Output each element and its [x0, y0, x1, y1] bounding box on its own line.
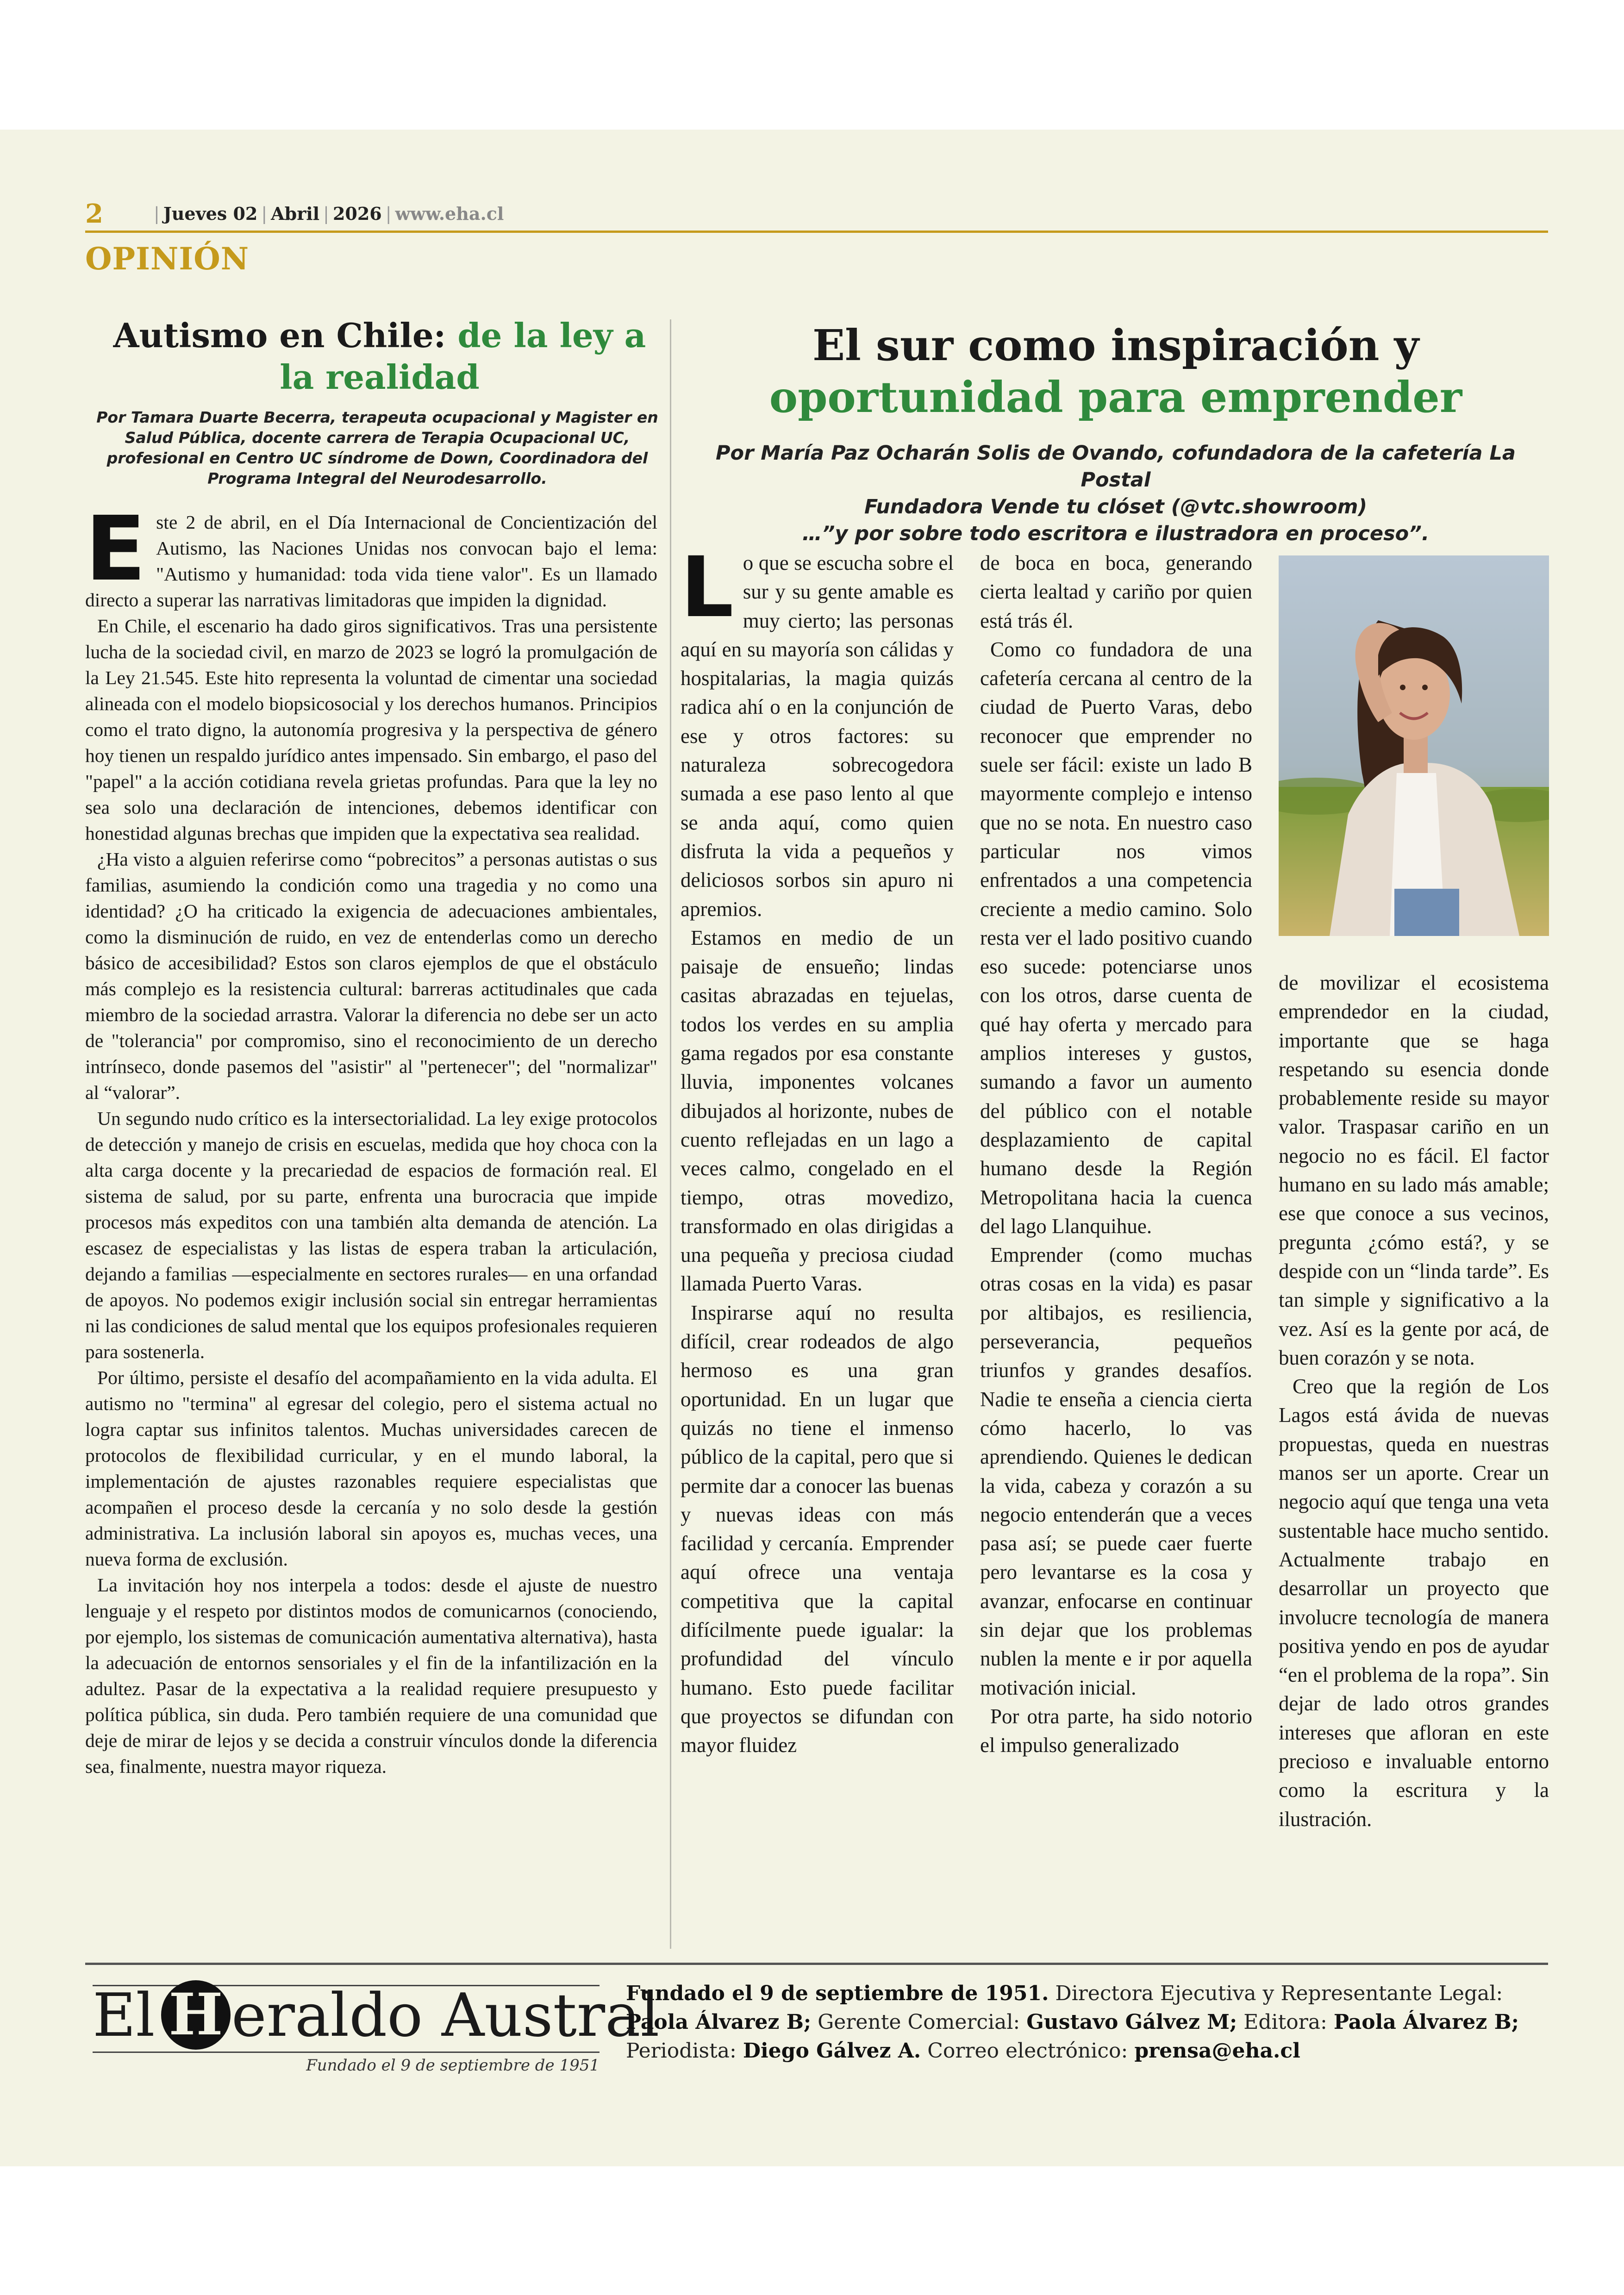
- paragraph: Por último, persiste el desafío del acompañamiento en la vida adulta. El autismo no "termina" al egresar del colegio, pero el sistema actual no logra captar sus infinitos talentos. Muchas universidades carecen de protocolos de flexibilidad curricular, y en el mundo laboral, la implementación de ajustes razonables requiere especialistas que acompañen el proceso desde la cercanía y no solo desde la gestión administrativa. La inclusión laboral sin apoyos es, muchas veces, una nueva forma de exclusión.: [85, 1367, 657, 1570]
- column-divider: [670, 319, 671, 1949]
- paragraph: Creo que la región de Los Lagos está ávida de nuevas propuestas, queda en nuestras manos ser un aporte. Crear un negocio aquí que tenga una veta sustentable hace mucho sentido. Actualmente trabajo en desarrollar un proyecto que involucre tecnología de manera positiva yendo en pos de ayudar “en el problema de la ropa”. Sin dejar de lado otros grandes intereses que afloran en este precioso e invaluable entorno como la escritura y la ilustración.: [1279, 1375, 1549, 1831]
- article-right-column-1: [681, 539, 954, 1759]
- article-right-title-green: oportunidad para emprender: [769, 372, 1462, 422]
- director-name: Paola Álvarez B;: [626, 2010, 812, 2034]
- article-left-title: [111, 315, 648, 398]
- paragraph: Lo que se escucha sobre el sur y su gente amable es muy cierto; las personas aquí en su mayoría son cálidas y hospitalarias, la magia quizás radica ahí o en la conjunción de ese y otros factores: su naturaleza sobrecogedora sumada a ese paso lento al que se anda aquí, como quien disfruta la vida a pequeños y deliciosos sorbos sin apuro ni apremios.: [681, 539, 954, 921]
- logo-word-el: El: [93, 1981, 155, 2050]
- director-label: Directora Ejecutiva y Representante Legal:: [1049, 1982, 1503, 2005]
- article-left-title-green: de la ley a la realidad: [280, 316, 646, 397]
- article-right-column-2: [980, 549, 1252, 1759]
- article-right-title-black: El sur como inspiración y: [812, 320, 1419, 370]
- logo-tagline: Fundado el 9 de septiembre de 1951: [306, 2056, 600, 2075]
- footer-rule: [85, 1963, 1548, 1965]
- manager-label: Gerente Comercial:: [811, 2010, 1027, 2034]
- drop-cap: L: [681, 539, 734, 636]
- paragraph: Emprender (como muchas otras cosas en la vida) es pasar por altibajos, es resiliencia, perseverancia, pequeños triunfos y grandes desafíos. Nadie te enseña a ciencia cierta cómo hacerlo, lo vas aprendiendo. Quienes le dedican la vida, cabeza y corazón a su negocio entenderán que a veces pasa así; se puede caer fuerte pero levantarse es la cosa y avanzar, enfocarse en continuar sin dejar que los problemas nublen la mente e ir por aquella motivación inicial.: [980, 1243, 1252, 1699]
- paragraph: de movilizar el ecosistema emprendedor en la ciudad, importante que se haga respetando su esencia donde probablemente reside su mayor valor. Traspasar cariño en un negocio no es fácil. El factor humano en su lado más amable; ese que conoce a sus vecinos, pregunta ¿cómo está?, y se despide con un “linda tarde”. Es tan simple y significativo a la vez. Así es la gente por acá, de buen corazón y se nota.: [1279, 971, 1549, 1369]
- dateline: | Jueves 02 | Abril | 2026 | www.eha.cl: [154, 203, 504, 224]
- date-day: Jueves 02: [163, 203, 258, 224]
- header-rule: [85, 231, 1548, 233]
- paragraph: En Chile, el escenario ha dado giros significativos. Tras una persistente lucha de la sociedad civil, en marzo de 2023 se logró la promulgación de la Ley 21.545. Este hito representa la voluntad de cimentar una sociedad alineada con el modelo biopsicosocial y los derechos humanos. Principios como el trato digno, la autonomía progresiva y la perspectiva de género hoy tienen un respaldo jurídico antes impensado. Sin embargo, el paso del "papel" a la acción cotidiana revela grietas profundas. Para que la ley no sea solo una declaración de intenciones, debemos identificar con honestidad algunas brechas que impiden que la expectativa sea realidad.: [85, 615, 657, 844]
- email-link[interactable]: prensa@eha.cl: [1134, 2039, 1300, 2063]
- date-month: Abril: [271, 203, 320, 224]
- article-left-byline: Por Tamara Duarte Becerra, terapeuta ocupacional y Magister en Salud Pública, docente carrera de Terapia Ocupacional UC, profesional en Centro UC síndrome de Down, Coordinadora del Programa Integral del Neurodesarrollo.: [96, 408, 658, 487]
- article-left-title-black: Autismo en Chile:: [113, 316, 458, 355]
- paragraph: Este 2 de abril, en el Día Internacional de Concientización del Autismo, las Naciones Unidas nos convocan bajo el lema: "Autismo y humanidad: toda vida tiene valor". Es un llamado directo a superar las narrativas limitadoras que impiden la dignidad.: [85, 498, 657, 611]
- author-photo-illustration: [1279, 555, 1549, 936]
- manager-name: Gustavo Gálvez M;: [1026, 2010, 1237, 2034]
- date-year: 2026: [332, 203, 382, 224]
- founded-date: Fundado el 9 de septiembre de 1951.: [626, 1982, 1049, 2005]
- editor-label: Editora:: [1237, 2010, 1334, 2034]
- editor-name: Paola Álvarez B;: [1333, 2010, 1519, 2034]
- paragraph: ¿Ha visto a alguien referirse como “pobrecitos” a personas autistas o sus familias, asumiendo la condición como una tragedia y no como una identidad? ¿O ha criticado la exigencia de adecuaciones ambientales, como la disminución de ruido, en vez de entenderlas como un derecho básico de accesibilidad? Estos son claros ejemplos de que el obstáculo más complejo es la resistencia cultural: barreras actitudinales que cada miembro de la sociedad arrastra. Valorar la diferencia no debe ser un acto de "tolerancia" por compromiso, sino el reconocimiento de un derecho intrínseco, donde pasemos del "asistir" al "pertenecer"; del "normalizar" al “valorar”.: [85, 848, 657, 1103]
- logo-bottom-line: [93, 2052, 600, 2053]
- byline-line: …”y por sobre todo escritora e ilustradora en proceso”.: [802, 522, 1430, 545]
- page-header: [85, 199, 1548, 229]
- logo-h-letter: H: [169, 1981, 223, 2048]
- website-link[interactable]: www.eha.cl: [395, 203, 504, 224]
- paragraph: Estamos en medio de un paisaje de ensueño; lindas casitas abrazadas en tejuelas, todos los verdes en su amplia gama regados por esa constante lluvia, imponentes volcanes dibujados al horizonte, nubes de cuento reflejadas en un lago a veces calmo, congelado en el tiempo, otras movedizo, transformado en olas dirigidas a una pequeña y preciosa ciudad llamada Puerto Varas.: [681, 926, 954, 1296]
- article-right-byline: [681, 440, 1551, 547]
- journalist-name: Diego Gálvez A.: [743, 2039, 921, 2063]
- paragraph: Como co fundadora de una cafetería cercana al centro de la ciudad de Puerto Varas, debo reconocer que emprender no suele ser fácil: existe un lado B mayormente complejo e intenso que no se nota. En nuestro caso particular nos vimos enfrentados a una competencia creciente a medio camino. Solo resta ver el lado positivo cuando eso sucede: potenciarse unos con los otros, darse cuenta de qué hay oferta y mercado para amplios intereses y gustos, sumando a favor un aumento del público con el notable desplazamiento de capital humano desde la Región Metropolitana hacia la cuenca del lago Llanquihue.: [980, 637, 1252, 1238]
- article-right-column-3: [1279, 968, 1549, 1834]
- paragraph: Inspirarse aquí no resulta difícil, crear rodeados de algo hermoso es una gran oportunidad. En un lugar que quizás no tiene el inmenso público de la capital, pero que si permite dar a conocer las buenas y nuevas ideas con más facilidad y cercanía. Emprender aquí ofrece una ventaja competitiva que la capital difícilmente puede igualar: la profundidad del vínculo humano. Esto puede facilitar que proyectos se difundan con mayor fluidez: [681, 1301, 954, 1757]
- byline-line: Por María Paz Ocharán Solis de Ovando, cofundadora de la cafetería La Postal: [716, 442, 1516, 492]
- paragraph: de boca en boca, generando cierta lealtad y cariño por quien está trás él.: [980, 551, 1252, 632]
- drop-cap: E: [85, 498, 146, 601]
- paragraph: Un segundo nudo crítico es la intersectorialidad. La ley exige protocolos de detección y manejo de crisis en escuelas, medida que hoy choca con la alta carga docente y la precariedad de espacios de formación real. El sistema de salud, por su parte, enfrenta una burocracia que impide procesos más expeditos con una también alta demanda de atención. La escasez de especialistas y las listas de espera traban la articulación, dejando a familias —especialmente en sectores rurales— en una orfandad de apoyos. No podemos exigir inclusión social sin entregar herramientas ni las condiciones de salud mental que los equipos profesionales requieren para sostenerla.: [85, 1108, 657, 1362]
- masthead-credits: [626, 1979, 1547, 2065]
- email-label: Correo electrónico:: [921, 2039, 1135, 2063]
- newspaper-page: [0, 130, 1624, 2166]
- journalist-label: Periodista:: [626, 2039, 743, 2063]
- newspaper-logo: [93, 1972, 660, 2078]
- paragraph: La invitación hoy nos interpela a todos: desde el ajuste de nuestro lenguaje y el respeto por distintos modos de comunicarnos (conociendo, por ejemplo, los sistemas de comunicación aumentativa alternativa), hasta la adecuación de entornos sensoriales y el fin de la infantilización en la adultez. Pasar de la expectativa a la realidad requiere presupuesto y política pública, sin duda. Pero también requiere de una comunidad que deje de mirar de lejos y se decida a construir vínculos donde la diferencia sea, finalmente, nuestra mayor riqueza.: [85, 1574, 657, 1777]
- section-title: OPINIÓN: [85, 241, 250, 277]
- paragraph: Por otra parte, ha sido notorio el impulso generalizado: [980, 1704, 1252, 1757]
- article-left-body: [85, 498, 657, 1779]
- byline-line: Fundadora Vende tu clóset (@vtc.showroom): [864, 495, 1368, 518]
- page-number: 2: [85, 199, 103, 229]
- author-photo: [1279, 555, 1549, 936]
- logo-word-heraldo: eraldo Austral: [231, 1981, 660, 2050]
- article-right-title: [685, 319, 1546, 423]
